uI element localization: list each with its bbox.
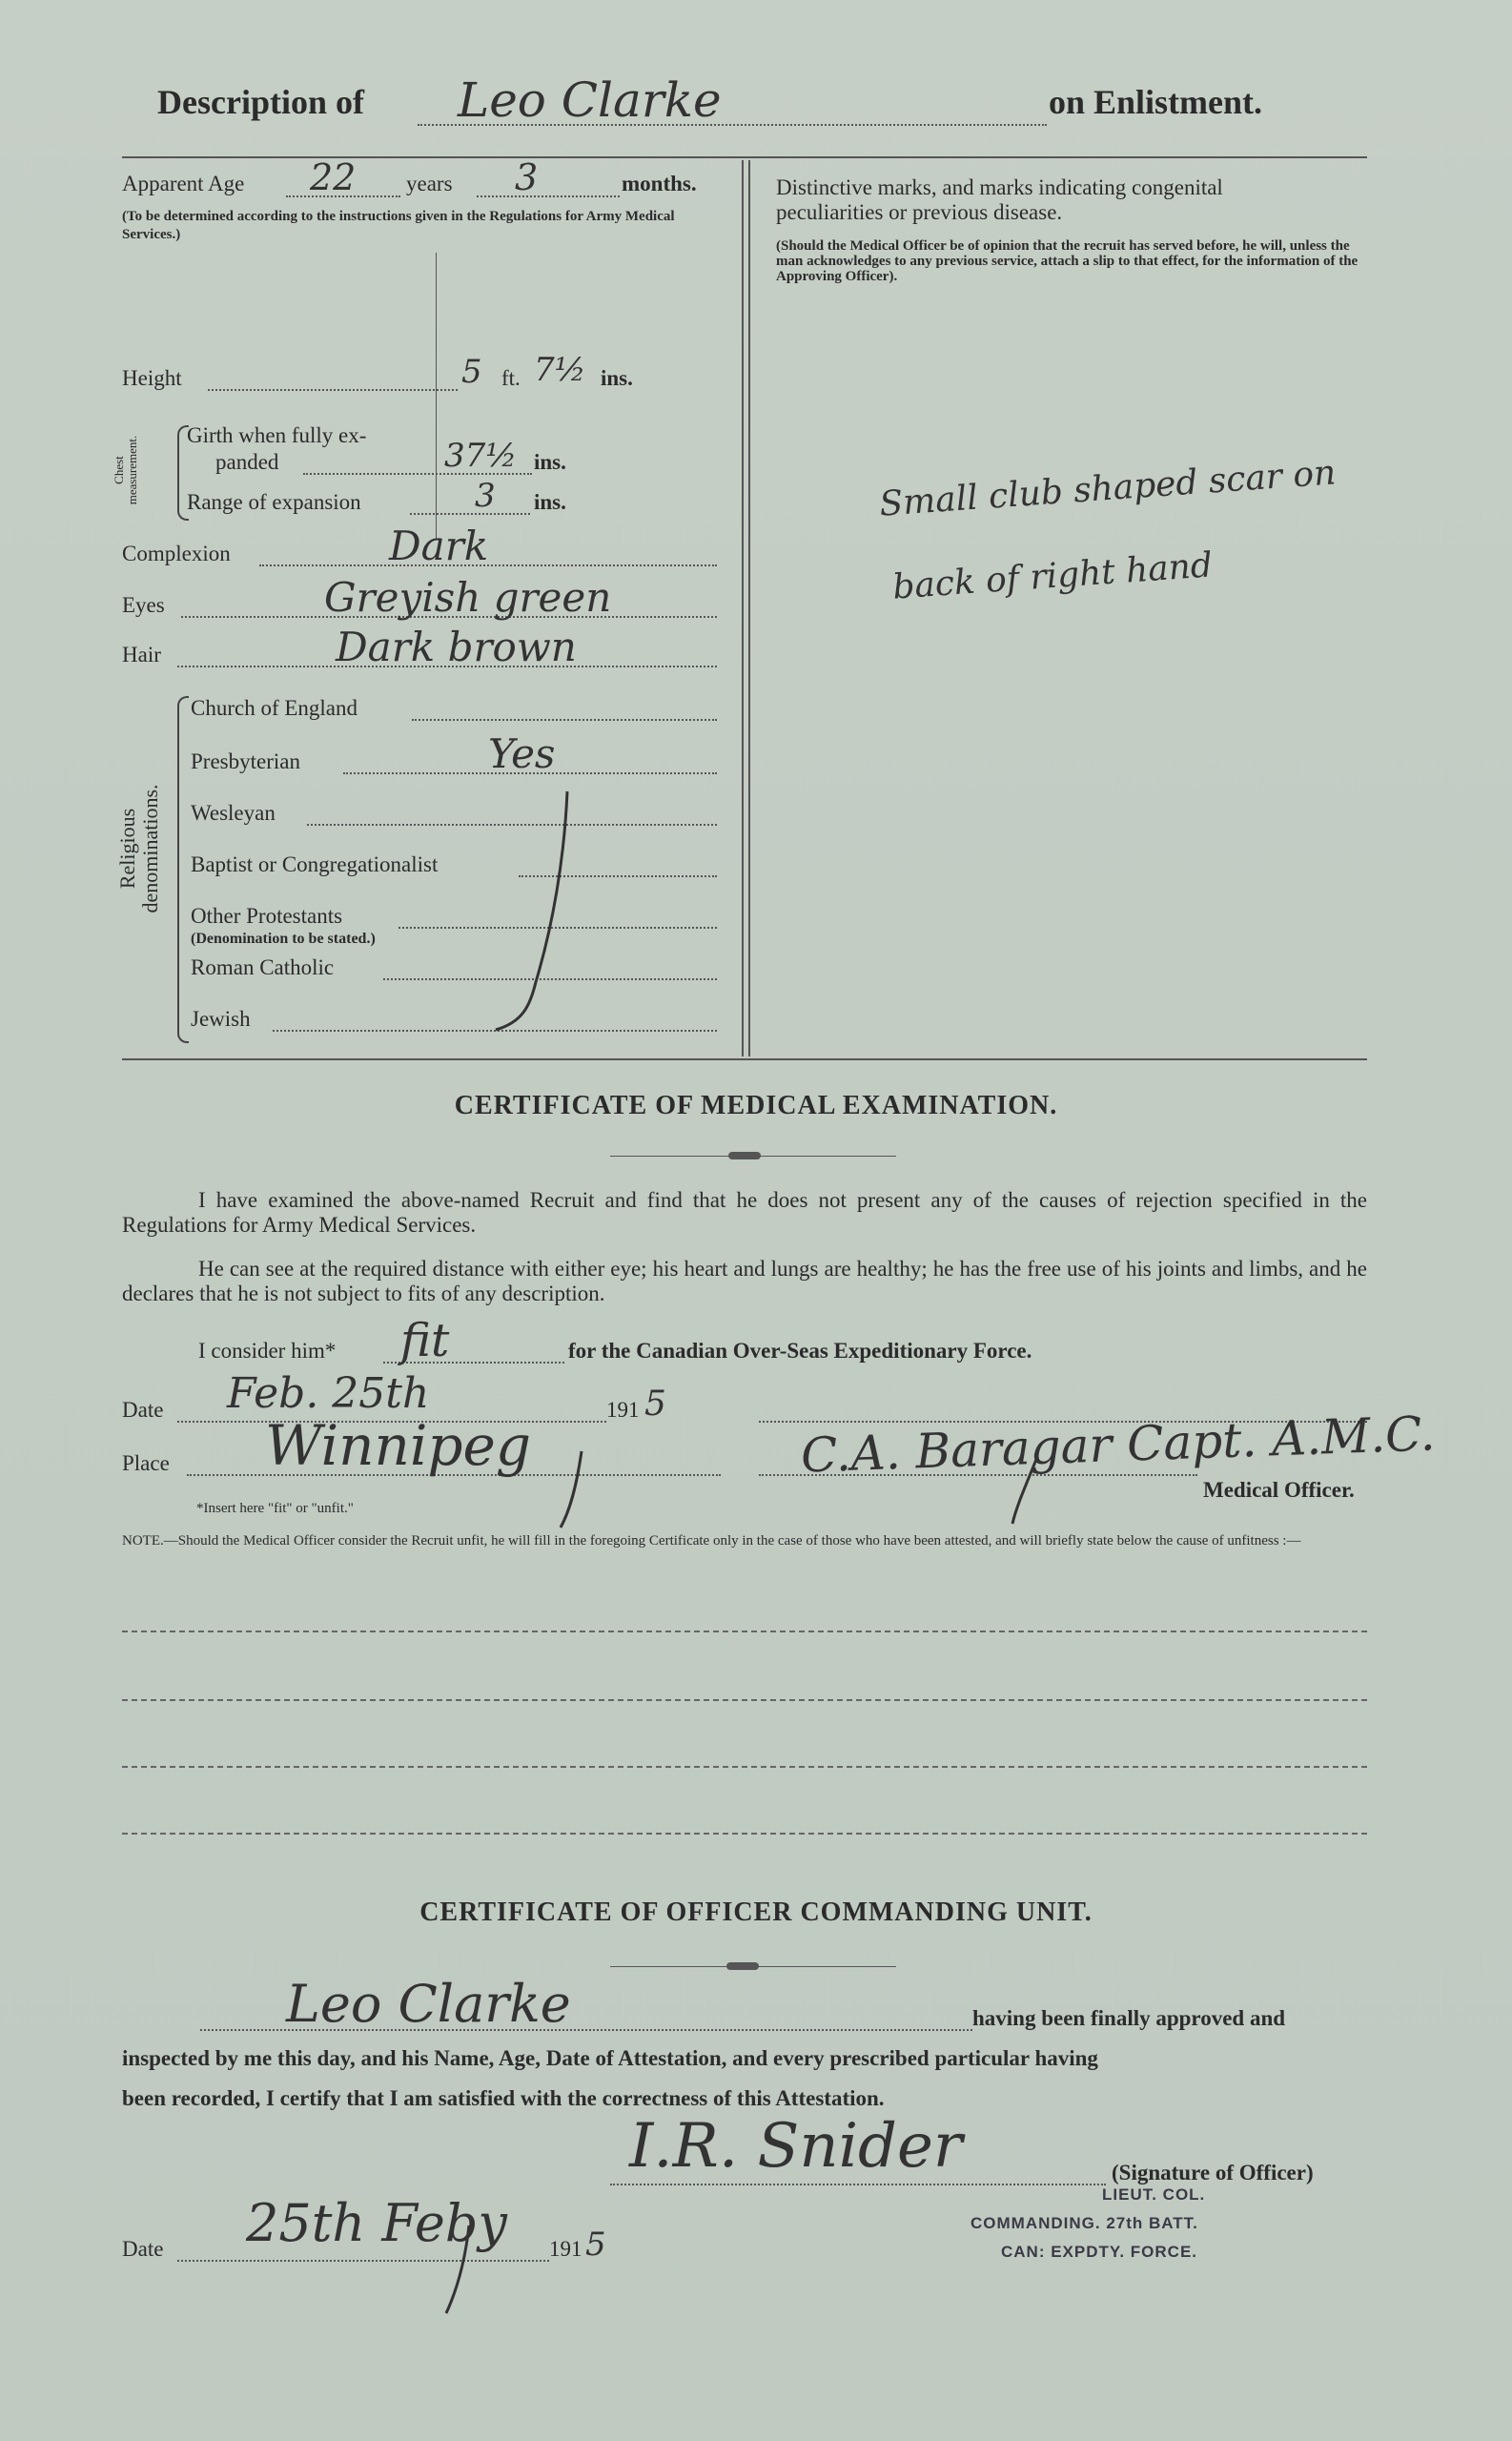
height-ft: 5 — [461, 353, 482, 391]
medical-year-suffix: 5 — [644, 1385, 666, 1424]
hair-label: Hair — [122, 643, 161, 667]
date-tail-mark — [439, 2222, 486, 2317]
stamp-line-1: LIEUT. COL. — [1102, 2185, 1206, 2204]
commanding-name-value: Leo Clarke — [286, 1974, 571, 2034]
church-of-england: Church of England — [191, 696, 358, 720]
age-months: 3 — [515, 156, 539, 198]
medical-year-prefix: 191 — [606, 1398, 640, 1422]
years-label: years — [406, 172, 453, 195]
girth-value: 37½ — [444, 437, 518, 475]
expansion-label: Range of expansion — [187, 490, 361, 514]
months-label: months. — [622, 172, 697, 195]
religion-side-label-1: Religious — [115, 808, 139, 890]
presbyterian-value: Yes — [488, 730, 556, 777]
marks-title — [776, 175, 1223, 225]
place-label: Place — [122, 1451, 170, 1475]
commanding-date-line — [177, 2260, 549, 2262]
coe-line — [412, 719, 717, 721]
commanding-line-3: been recorded, I certify that I am satisfied with the correctness of this Attestation. — [122, 2086, 885, 2110]
religion-side-label — [116, 744, 162, 954]
header-suffix: on Enlistment. — [1049, 83, 1263, 121]
place-value: Winnipeg — [265, 1413, 531, 1478]
commanding-date-value: 25th Feby — [246, 2193, 507, 2253]
top-rule — [122, 156, 1367, 158]
unfit-line-1 — [122, 1631, 1367, 1632]
height-ins: 7½ — [534, 351, 586, 389]
commanding-year-suffix: 5 — [585, 2226, 606, 2264]
medical-para-2: He can see at the required distance with either eye; his heart and lungs are healthy; he has the free use of his joints and limbs, and he declares that he is not subject to fits of any description. — [122, 1257, 1367, 1305]
insert-note: *Insert here "fit" or "unfit." — [196, 1501, 354, 1516]
height-ins-label: ins. — [601, 366, 633, 390]
unfit-line-3 — [122, 1766, 1367, 1768]
medical-para-1: I have examined the above-named Recruit and find that he does not present any of the causes of rejection specified in the Regulations for Army Medical Services. — [122, 1188, 1367, 1237]
complexion-label: Complexion — [122, 542, 231, 565]
fit-tick-mark — [543, 1449, 601, 1535]
marks-value-2: back of right hand — [890, 545, 1215, 607]
age-note: (To be determined according to the instructions given in the Regulations for Army Medical Services.) — [122, 209, 675, 242]
girth-label-2: panded — [215, 450, 279, 474]
measure-divider — [436, 253, 437, 539]
fit-value: fit — [400, 1314, 450, 1367]
commanding-line-1: having been finally approved and — [972, 2006, 1286, 2030]
expansion-ins-label: ins. — [534, 490, 566, 514]
commanding-signature: I.R. Snider — [629, 2111, 963, 2182]
wesleyan: Wesleyan — [191, 801, 276, 825]
bottom-rule — [122, 1058, 1367, 1060]
commanding-title: CERTIFICATE OF OFFICER COMMANDING UNIT. — [419, 1897, 1093, 1927]
unfit-line-4 — [122, 1833, 1367, 1835]
complexion-value: Dark — [389, 523, 489, 569]
header-prefix: Description of — [157, 83, 364, 121]
chest-side-label: Chest measurement. — [112, 435, 139, 505]
age-years: 22 — [310, 156, 357, 198]
header-name: Leo Clarke — [458, 72, 722, 128]
marks-title-2: peculiarities or previous disease. — [776, 200, 1063, 224]
center-divider-b — [748, 160, 750, 1056]
expansion-leader — [410, 513, 530, 515]
commanding-line-2: inspected by me this day, and his Name, Age, Date of Attestation, and every prescribed particular having — [122, 2046, 1098, 2070]
stamp-line-3: CAN: EXPDTY. FORCE. — [1001, 2243, 1198, 2261]
consider-prefix: I consider him* — [198, 1339, 337, 1363]
other-protestants: Other Protestants — [191, 904, 343, 928]
marks-note: (Should the Medical Officer be of opinion that the recruit has served before, he will, unless the man acknowledges to any previous service, attach a slip to that effect, for the information of the Approving Officer). — [776, 238, 1359, 284]
center-divider-a — [742, 160, 744, 1056]
medical-date-label: Date — [122, 1398, 164, 1422]
officer-signature: C.A. Baragar Capt. A.M.C. — [800, 1405, 1437, 1484]
commanding-year-prefix: 191 — [549, 2237, 582, 2261]
presbyterian: Presbyterian — [191, 749, 300, 773]
signature-tail-mark — [1001, 1453, 1058, 1529]
officer-label: Medical Officer. — [1203, 1478, 1355, 1502]
girth-ins-label: ins. — [534, 450, 566, 474]
age-label: Apparent Age — [122, 172, 245, 195]
hair-value: Dark brown — [336, 624, 577, 670]
commanding-ornament — [726, 1962, 759, 1970]
medical-date-value: Feb. 25th — [227, 1369, 430, 1418]
religion-side-label-2: denominations. — [138, 784, 162, 913]
unfit-line-2 — [122, 1699, 1367, 1701]
other-note: (Denomination to be stated.) — [191, 931, 376, 947]
expansion-value: 3 — [475, 477, 496, 515]
stamp-line-2: COMMANDING. 27th BATT. — [971, 2214, 1198, 2232]
medical-title: CERTIFICATE OF MEDICAL EXAMINATION. — [454, 1091, 1058, 1120]
unfit-note: NOTE.—Should the Medical Officer consider the Recruit unfit, he will fill in the foregoing Certificate only in the case of those who have been attested, and will briefly state below the cause of unfitness :— — [122, 1533, 1301, 1549]
eyes-value: Greyish green — [324, 574, 612, 621]
baptist: Baptist or Congregationalist — [191, 852, 439, 876]
jewish: Jewish — [191, 1007, 251, 1031]
medical-ornament — [728, 1152, 761, 1159]
roman-catholic: Roman Catholic — [191, 955, 335, 979]
marks-value-1: Small club shaped scar on — [878, 453, 1338, 524]
marks-title-1: Distinctive marks, and marks indicating congenital — [776, 175, 1223, 199]
height-label: Height — [122, 366, 182, 390]
ft-label: ft. — [501, 366, 521, 390]
age-months-line — [477, 195, 620, 197]
girth-label-1: Girth when fully ex- — [187, 423, 367, 447]
eyes-label: Eyes — [122, 593, 165, 617]
commanding-signature-label: (Signature of Officer) — [1112, 2161, 1314, 2185]
denomination-strike-mark — [477, 782, 582, 1039]
religion-bracket — [177, 696, 189, 1043]
commanding-date-label: Date — [122, 2237, 164, 2261]
consider-suffix: for the Canadian Over-Seas Expeditionary Force. — [568, 1339, 1032, 1363]
commanding-signature-line — [610, 2184, 1106, 2185]
height-leader — [208, 389, 458, 391]
